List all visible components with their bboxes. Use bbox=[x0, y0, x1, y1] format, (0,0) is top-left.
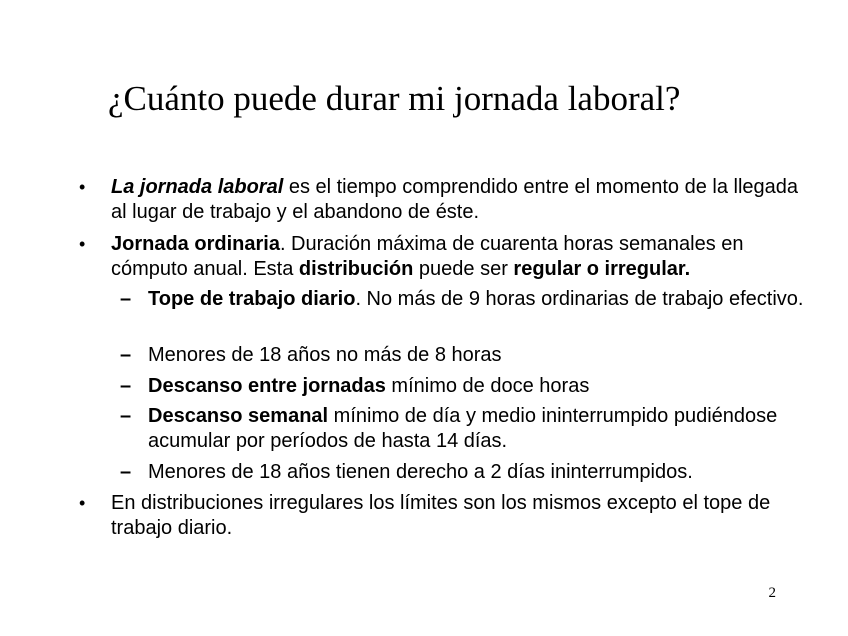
bullet-icon: • bbox=[79, 177, 86, 197]
term-regular-irregular: regular o irregular. bbox=[513, 258, 691, 280]
sub-item-menores-dias bbox=[120, 460, 808, 485]
bullet-item-jornada-ordinaria bbox=[79, 232, 801, 282]
dash-icon: – bbox=[120, 405, 132, 427]
bullet-item-jornada-laboral bbox=[79, 175, 801, 225]
slide-title: ¿Cuánto puede durar mi jornada laboral? bbox=[108, 79, 681, 118]
menores-dias-text: Menores de 18 años tienen derecho a 2 días ininterrumpidos. bbox=[148, 461, 693, 483]
term-tope-diario: Tope de trabajo diario bbox=[148, 288, 356, 310]
sub-item-menores-horas bbox=[120, 343, 808, 368]
page-number: 2 bbox=[768, 585, 776, 601]
sub-item-descanso-jornadas bbox=[120, 374, 808, 399]
term-jornada-ordinaria: Jornada ordinaria bbox=[111, 233, 280, 255]
menores-horas-text: Menores de 18 años no más de 8 horas bbox=[148, 344, 502, 366]
duration-text: . Duración máxima de cuarenta horas semanales en cómputo anual. Esta bbox=[111, 233, 744, 280]
dash-icon: – bbox=[120, 344, 132, 366]
connector-text: puede ser bbox=[413, 258, 514, 280]
dash-icon: – bbox=[120, 288, 132, 310]
dash-icon: – bbox=[120, 461, 132, 483]
term-distribucion: distribución bbox=[298, 258, 414, 280]
definition-text: es el tiempo comprendido entre el momento de la llegada al lugar de trabajo y el abandono de éste. bbox=[111, 176, 799, 223]
tope-diario-text: . No más de 9 horas ordinarias de trabajo efectivo. bbox=[355, 288, 804, 310]
sub-item-tope-diario bbox=[120, 287, 808, 312]
bullet-icon: • bbox=[79, 234, 86, 254]
term-jornada-laboral: La jornada laboral bbox=[111, 176, 284, 198]
descanso-jornadas-text: mínimo de doce horas bbox=[385, 375, 590, 397]
dash-icon: – bbox=[120, 375, 132, 397]
bullet-icon: • bbox=[79, 493, 86, 513]
bullet-item-distribuciones-irregulares bbox=[79, 491, 801, 541]
term-descanso-semanal: Descanso semanal bbox=[148, 405, 329, 427]
descanso-semanal-text: mínimo de día y medio ininterrumpido pudiéndose acumular por períodos de hasta 14 días. bbox=[148, 405, 778, 452]
distribuciones-irregulares-text: En distribuciones irregulares los límites son los mismos excepto el tope de trabajo diario. bbox=[111, 492, 771, 539]
sub-item-descanso-semanal bbox=[120, 404, 808, 454]
term-descanso-jornadas: Descanso entre jornadas bbox=[148, 375, 386, 397]
